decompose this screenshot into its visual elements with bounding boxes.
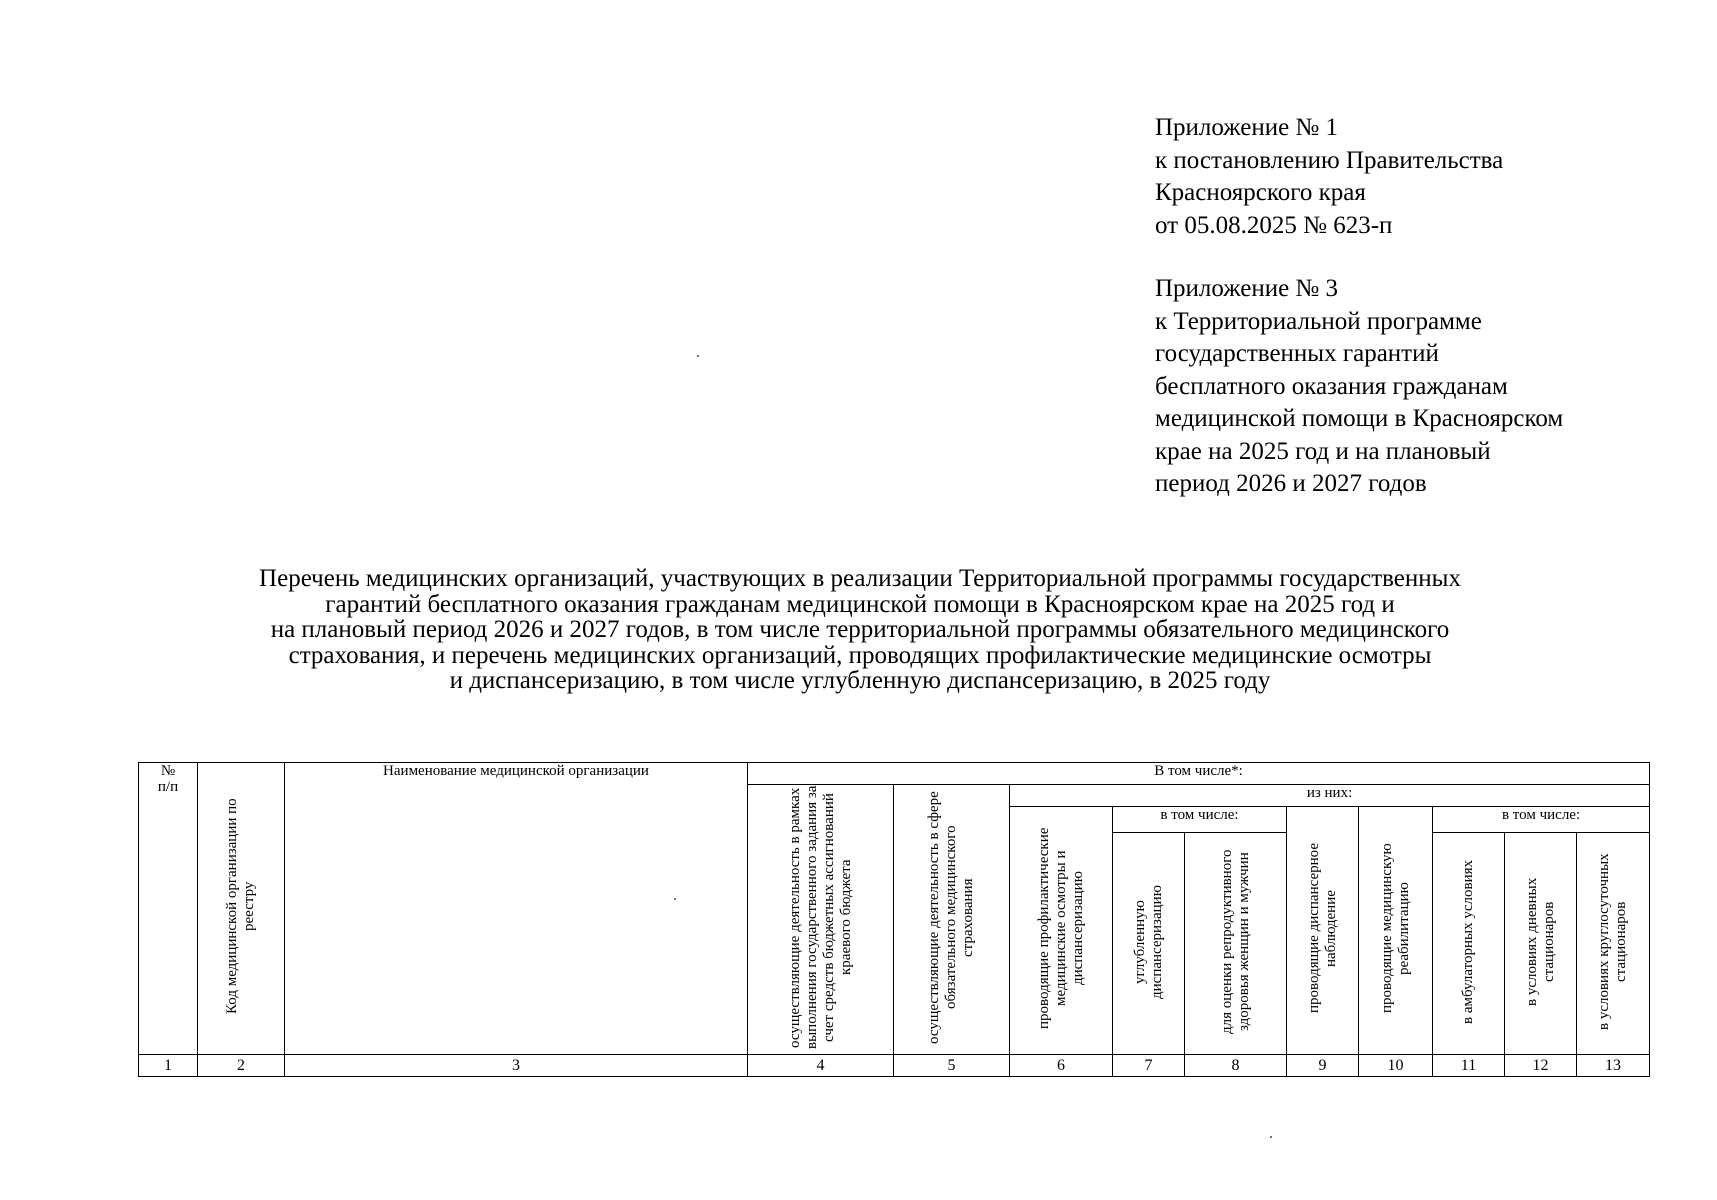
column-number: 8 — [1185, 1055, 1287, 1077]
organizations-table — [138, 762, 1650, 1077]
title-line: страхования, и перечень медицинских организаций, проводящих профилактические медицинские осмотры — [288, 641, 1432, 669]
appendix-3-line: бесплатного оказания гражданам — [1155, 372, 1508, 400]
scan-speck — [1270, 1136, 1272, 1138]
appendix-3-line: медицинской помощи в Красноярском — [1155, 405, 1564, 432]
appendix-3-line: государственных гарантий — [1155, 340, 1439, 367]
column-number: 13 — [1577, 1055, 1650, 1077]
header-code — [198, 763, 285, 1055]
header-day — [1505, 833, 1577, 1055]
scan-speck — [674, 898, 676, 900]
header-repro-text: для оценки репродуктивного здоровья женщин и мужчин — [1218, 849, 1252, 1034]
column-number: 4 — [748, 1055, 894, 1077]
column-number: 12 — [1505, 1055, 1577, 1077]
header-name-text: Наименование медицинской организации — [383, 763, 649, 779]
title-line: и диспансеризацию, в том числе углубленную диспансеризацию, в 2025 году — [449, 667, 1271, 694]
header-incl-2-text: в том числе: — [1501, 807, 1581, 823]
document-title — [100, 566, 1620, 694]
column-number: 10 — [1359, 1055, 1433, 1077]
header-disp — [1287, 807, 1359, 1055]
column-number: 6 — [1010, 1055, 1113, 1077]
title-line: гарантий бесплатного оказания гражданам медицинской помощи в Красноярском крае на 2025 год и — [325, 590, 1395, 618]
appendix-1-block — [1155, 112, 1503, 242]
column-numbers-row — [139, 1055, 1650, 1077]
header-amb-text: в амбулаторных условиях — [1460, 859, 1476, 1024]
header-round — [1577, 833, 1650, 1055]
appendix-3-line: Приложение № 3 — [1155, 275, 1339, 302]
header-prof — [1010, 807, 1113, 1055]
header-oms — [894, 785, 1010, 1055]
appendix-1-line: Красноярского края — [1155, 179, 1366, 206]
column-number: 9 — [1287, 1055, 1359, 1077]
column-number: 2 — [198, 1055, 285, 1077]
header-including — [748, 763, 1650, 785]
appendix-3-line: период 2026 и 2027 годов — [1155, 470, 1427, 497]
header-no — [139, 763, 198, 1055]
header-rehab — [1359, 807, 1433, 1055]
column-number: 3 — [285, 1055, 748, 1077]
header-day-text: в условиях дневных стационаров — [1523, 877, 1557, 1006]
header-deep-text: углубленную диспансеризацию — [1131, 884, 1165, 999]
appendix-1-line: от 05.08.2025 № 623-п — [1155, 211, 1393, 239]
header-prof-text: проводящие профилактические медицинские осмотры и диспансеризацию — [1035, 827, 1086, 1030]
column-number: 1 — [139, 1055, 198, 1077]
header-deep — [1113, 833, 1185, 1055]
header-of-them-text: из них: — [1306, 785, 1353, 801]
column-number: 5 — [894, 1055, 1010, 1077]
header-incl-1-text: в том числе: — [1160, 807, 1239, 823]
header-including-text: В том числе*: — [1154, 763, 1243, 779]
title-line: Перечень медицинских организаций, участвующих в реализации Территориальной программы государственных — [259, 565, 1461, 592]
header-budget — [748, 785, 894, 1055]
header-budget-text: осуществляющие деятельность в рамках выполнения государственного задания за счет средств бюджетных ассигнований краевого бюджета — [786, 785, 854, 1050]
appendix-3-block — [1155, 273, 1563, 501]
header-incl-2 — [1433, 807, 1650, 833]
header-disp-text: проводящие диспансерное наблюдение — [1305, 843, 1339, 1014]
header-name — [285, 763, 748, 1055]
header-amb — [1433, 833, 1505, 1055]
header-rehab-text: проводящие медицинскую реабилитацию — [1378, 843, 1412, 1014]
header-round-text: в условиях круглосуточных стационаров — [1596, 853, 1630, 1030]
header-repro — [1185, 833, 1287, 1055]
header-code-text: Код медицинской организации по реестру — [224, 798, 257, 1015]
header-oms-text: осуществляющие деятельность в сфере обязательного медицинского страхования — [926, 791, 976, 1044]
header-of-them — [1010, 785, 1650, 807]
header-no-text: № п/п — [157, 763, 179, 795]
appendix-1-line: Приложение № 1 — [1155, 114, 1339, 141]
column-number: 11 — [1433, 1055, 1505, 1077]
appendix-3-line: к Территориальной программе — [1155, 307, 1482, 335]
column-number: 7 — [1113, 1055, 1185, 1077]
appendix-1-line: к постановлению Правительства — [1155, 146, 1504, 174]
scan-speck — [697, 355, 699, 357]
header-incl-1 — [1113, 807, 1287, 833]
appendix-3-line: крае на 2025 год и на плановый — [1155, 437, 1491, 465]
title-line: на плановый период 2026 и 2027 годов, в том числе территориальной программы обязательного медицинского — [270, 616, 1450, 643]
